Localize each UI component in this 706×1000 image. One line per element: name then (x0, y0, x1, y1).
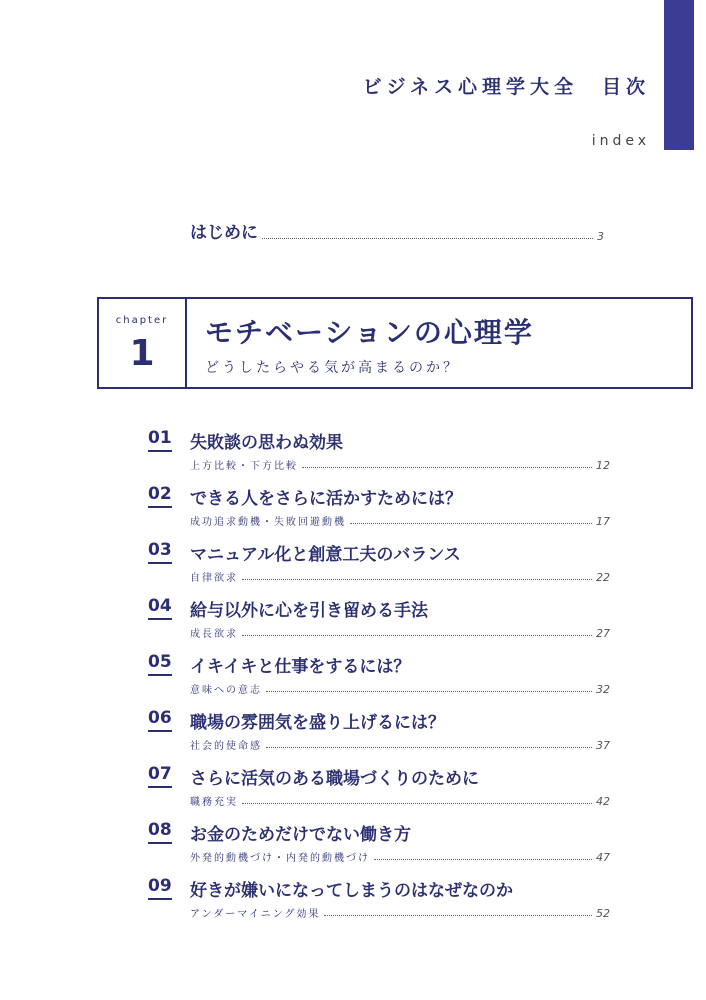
toc-item[interactable] (148, 820, 610, 868)
item-title: 好きが嫌いになってしまうのはなぜなのか (190, 881, 513, 901)
index-label: index (591, 133, 650, 149)
item-subtitle: 意味への意志 (190, 685, 262, 696)
item-number: 09 (148, 876, 172, 900)
item-page-number: 47 (596, 851, 610, 864)
leader-dots (242, 802, 592, 804)
toc-item[interactable] (148, 596, 610, 644)
chapter-divider (185, 299, 187, 387)
item-subtitle: 成長欲求 (190, 629, 238, 640)
item-page-number: 32 (596, 683, 610, 696)
item-title: 給与以外に心を引き留める手法 (190, 601, 428, 621)
toc-intro-entry[interactable] (190, 218, 604, 243)
item-page-number: 12 (596, 459, 610, 472)
item-subtitle: 外発的動機づけ・内発的動機づけ (190, 853, 370, 864)
chapter-subtitle: どうしたらやる気が高まるのか？ (205, 360, 460, 376)
item-subtitle: 自律欲求 (190, 573, 238, 584)
leader-dots (242, 578, 592, 580)
item-number: 03 (148, 540, 172, 564)
toc-item[interactable] (148, 540, 610, 588)
item-subtitle: 社会的使命感 (190, 741, 262, 752)
leader-dots (374, 858, 592, 860)
leader-dots (242, 634, 592, 636)
item-page-number: 37 (596, 739, 610, 752)
toc-item[interactable] (148, 484, 610, 532)
item-page-number: 27 (596, 627, 610, 640)
item-number: 04 (148, 596, 172, 620)
leader-dots (350, 522, 592, 524)
item-number: 07 (148, 764, 172, 788)
item-number: 01 (148, 428, 172, 452)
item-title: さらに活気のある職場づくりのために (190, 769, 479, 789)
toc-item[interactable] (148, 708, 610, 756)
chapter-label: chapter (115, 315, 169, 326)
item-page-number: 52 (596, 907, 610, 920)
item-page-number: 42 (596, 795, 610, 808)
item-subtitle: 職務充実 (190, 797, 238, 808)
book-title: ビジネス心理学大全 目次 (362, 76, 650, 98)
leader-dots (266, 690, 592, 692)
leader-dots (324, 914, 592, 916)
item-number: 05 (148, 652, 172, 676)
side-tab-marker (664, 0, 694, 150)
item-subtitle: 上方比較・下方比較 (190, 461, 298, 472)
intro-title: はじめに (190, 223, 258, 243)
intro-page-number: 3 (597, 230, 604, 243)
item-subtitle: 成功追求動機・失敗回避動機 (190, 517, 346, 528)
leader-dots (262, 237, 593, 239)
toc-item[interactable] (148, 764, 610, 812)
item-subtitle: アンダーマイニング効果 (190, 909, 321, 920)
item-title: イキイキと仕事をするには？ (190, 657, 411, 677)
item-title: できる人をさらに活かすためには？ (190, 489, 462, 509)
chapter-header (97, 297, 693, 389)
chapter-number: 1 (129, 333, 155, 374)
toc-item[interactable] (148, 428, 610, 476)
toc-item[interactable] (148, 876, 610, 924)
item-number: 02 (148, 484, 172, 508)
leader-dots (302, 466, 592, 468)
item-title: お金のためだけでない働き方 (190, 825, 411, 845)
chapter-title: モチベーションの心理学 (205, 316, 534, 349)
item-page-number: 22 (596, 571, 610, 584)
toc-item[interactable] (148, 652, 610, 700)
item-number: 06 (148, 708, 172, 732)
leader-dots (266, 746, 592, 748)
item-title: 職場の雰囲気を盛り上げるには？ (190, 713, 445, 733)
item-page-number: 17 (596, 515, 610, 528)
item-title: マニュアル化と創意工夫のバランス (190, 545, 461, 565)
item-number: 08 (148, 820, 172, 844)
item-title: 失敗談の思わぬ効果 (190, 433, 343, 453)
